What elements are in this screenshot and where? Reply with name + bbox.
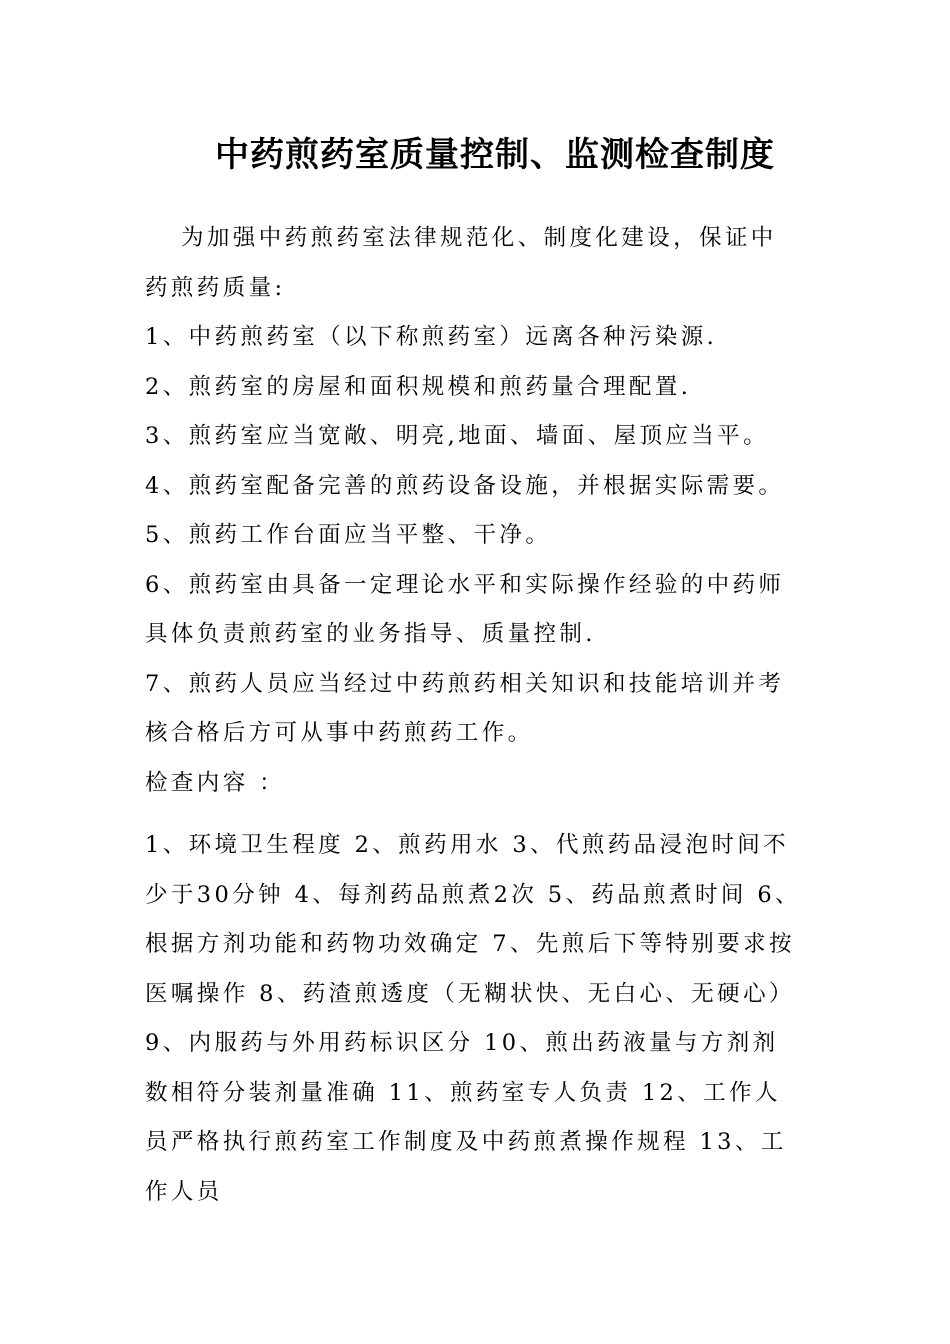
rule-item-4: 4、煎药室配备完善的煎药设备设施，并根据实际需要。 [145,472,785,499]
rule-item-5: 5、煎药工作台面应当平整、干净。 [145,522,552,548]
intro-paragraph: 为加强中药煎药室法律规范化、制度化建设，保证中药煎药质量: [145,225,777,301]
rule-item-2: 2、煎药室的房屋和面积规模和煎药量合理配置. [145,373,692,400]
check-content: 1、环境卫生程度 2、煎药用水 3、代煎药品浸泡时间不少于30分钟 4、每剂药品煎煮2次 5、药品煎煮时间 6、根据方剂功能和药物功效确定 7、先煎后下等特别要求按医嘱操作 8、药渣煎透度（无糊状快、无白心、无硬心） 9、内服药与外用药标识区分 10、煎出药液量与方剂剂数相符分装剂量准确 11、煎药室专人负责 12、工作人员严格执行煎药室工作制度及中药煎煮操作规程 13、工作人员 [145,832,801,1205]
rule-item-7: 7、煎药人员应当经过中药煎药相关知识和技能培训并考核合格后方可从事中药煎药工作。 [145,670,785,746]
rule-item-6: 6、煎药室由具备一定理论水平和实际操作经验的中药师具体负责煎药室的业务指导、质量控制. [145,571,785,647]
rule-item-3: 3、煎药室应当宽敞、明亮,地面、墙面、屋顶应当平。 [145,423,769,449]
document-title: 中药煎药室质量控制、监测检查制度 [215,135,775,175]
check-heading: 检查内容 ： [145,769,286,796]
document-body [145,214,801,1217]
rule-item-1: 1、中药煎药室（以下称煎药室）远离各种污染源. [145,324,718,350]
